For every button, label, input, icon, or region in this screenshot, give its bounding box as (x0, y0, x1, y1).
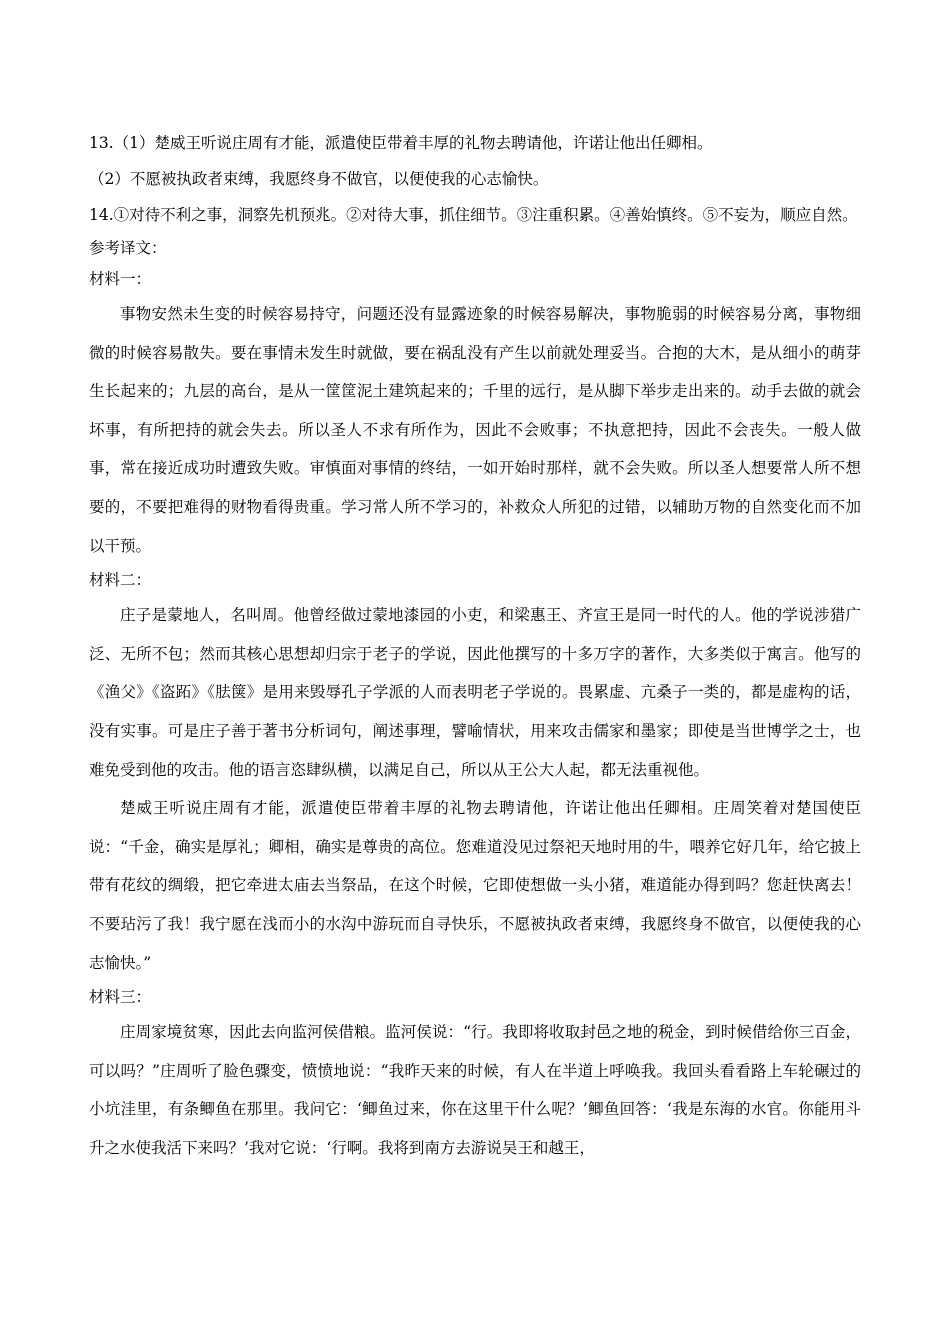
material-2-paragraph-1: 庄子是蒙地人，名叫周。他曾经做过蒙地漆园的小吏，和梁惠王、齐宣王是同一时代的人。他的学说涉猎广泛、无所不包；然而其核心思想却归宗于老子的学说，因此他撰写的十多万字的著作，大多类似于寓言。他写的《渔父》《盗跖》《胠箧》是用来毁辱孔子学派的人而表明老子学说的。畏累虚、亢桑子一类的，都是虚构的话，没有实事。可是庄子善于著书分析词句，阐述事理，譬喻情状，用来攻击儒家和墨家；即使是当世博学之士，也难免受到他的攻击。他的语言恣肆纵横，以满足自己，所以从王公大人起，都无法重视他。 (89, 606, 861, 779)
material-2-paragraph-2: 楚威王听说庄周有才能，派遣使臣带着丰厚的礼物去聘请他，许诺让他出任卿相。庄周笑着对楚国使臣说：“千金，确实是厚礼；卿相，确实是尊贵的高位。您难道没见过祭祀天地时用的牛，喂养它好几年，给它披上带有花纹的绸缎，把它牵进太庙去当祭品，在这个时候，它即使想做一头小猪，难道能办得到吗？您赶快离去！不要玷污了我！我宁愿在浅而小的水沟中游玩而自寻快乐，不愿被执政者束缚，我愿终身不做官，以便使我的心志愉快。” (89, 799, 861, 972)
translation-title: 参考译文： (89, 239, 167, 257)
material-1-paragraph: 事物安然未生变的时候容易持守，问题还没有显露迹象的时候容易解决，事物脆弱的时候容易分离，事物细微的时候容易散失。要在事情未发生时就做，要在祸乱没有产生以前就处理妥当。合抱的大木，是从细小的萌芽生长起来的；九层的高台，是从一筐筐泥土建筑起来的；千里的远行，是从脚下举步走出来的。动手去做的就会坏事，有所把持的就会失去。所以圣人不求有所作为，因此不会败事；不执意把持，因此不会丧失。一般人做事，常在接近成功时遭致失败。审慎面对事情的终结，一如开始时那样，就不会失败。所以圣人想要常人所不想要的，不要把难得的财物看得贵重。学习常人所不学习的，补救众人所犯的过错，以辅助万物的自然变化而不加以干预。 (89, 305, 861, 555)
material-3-heading: 材料三： (89, 988, 152, 1007)
answer-14: 14.①对待不利之事，洞察先机预兆。②对待大事，抓住细节。③注重积累。④善始慎终。⑤不妄为，顺应自然。 (89, 206, 858, 224)
answer-13-part-1: 13.（1）楚威王听说庄周有才能，派遣使臣带着丰厚的礼物去聘请他，许诺让他出任卿相。 (89, 134, 713, 152)
material-3-paragraph: 庄周家境贫寒，因此去向监河侯借粮。监河侯说：“行。我即将收取封邑之地的税金，到时候借给你三百金，可以吗？”庄周听了脸色骤变，愤愤地说：“我昨天来的时候，有人在半道上呼唤我。我回头看看路上车轮碾过的小坑洼里，有条鲫鱼在那里。我问它：‘鲫鱼过来，你在这里干什么呢？’鲫鱼回答：‘我是东海的水官。你能用斗升之水使我活下来吗？’我对它说：‘行啊。我将到南方去游说吴王和越王， (89, 1023, 861, 1157)
material-2-heading: 材料二： (89, 571, 152, 590)
page-content (89, 125, 861, 1167)
answer-13-part-2: （2）不愿被执政者束缚，我愿终身不做官，以便使我的心志愉快。 (89, 170, 549, 188)
material-1-heading: 材料一： (89, 270, 152, 288)
